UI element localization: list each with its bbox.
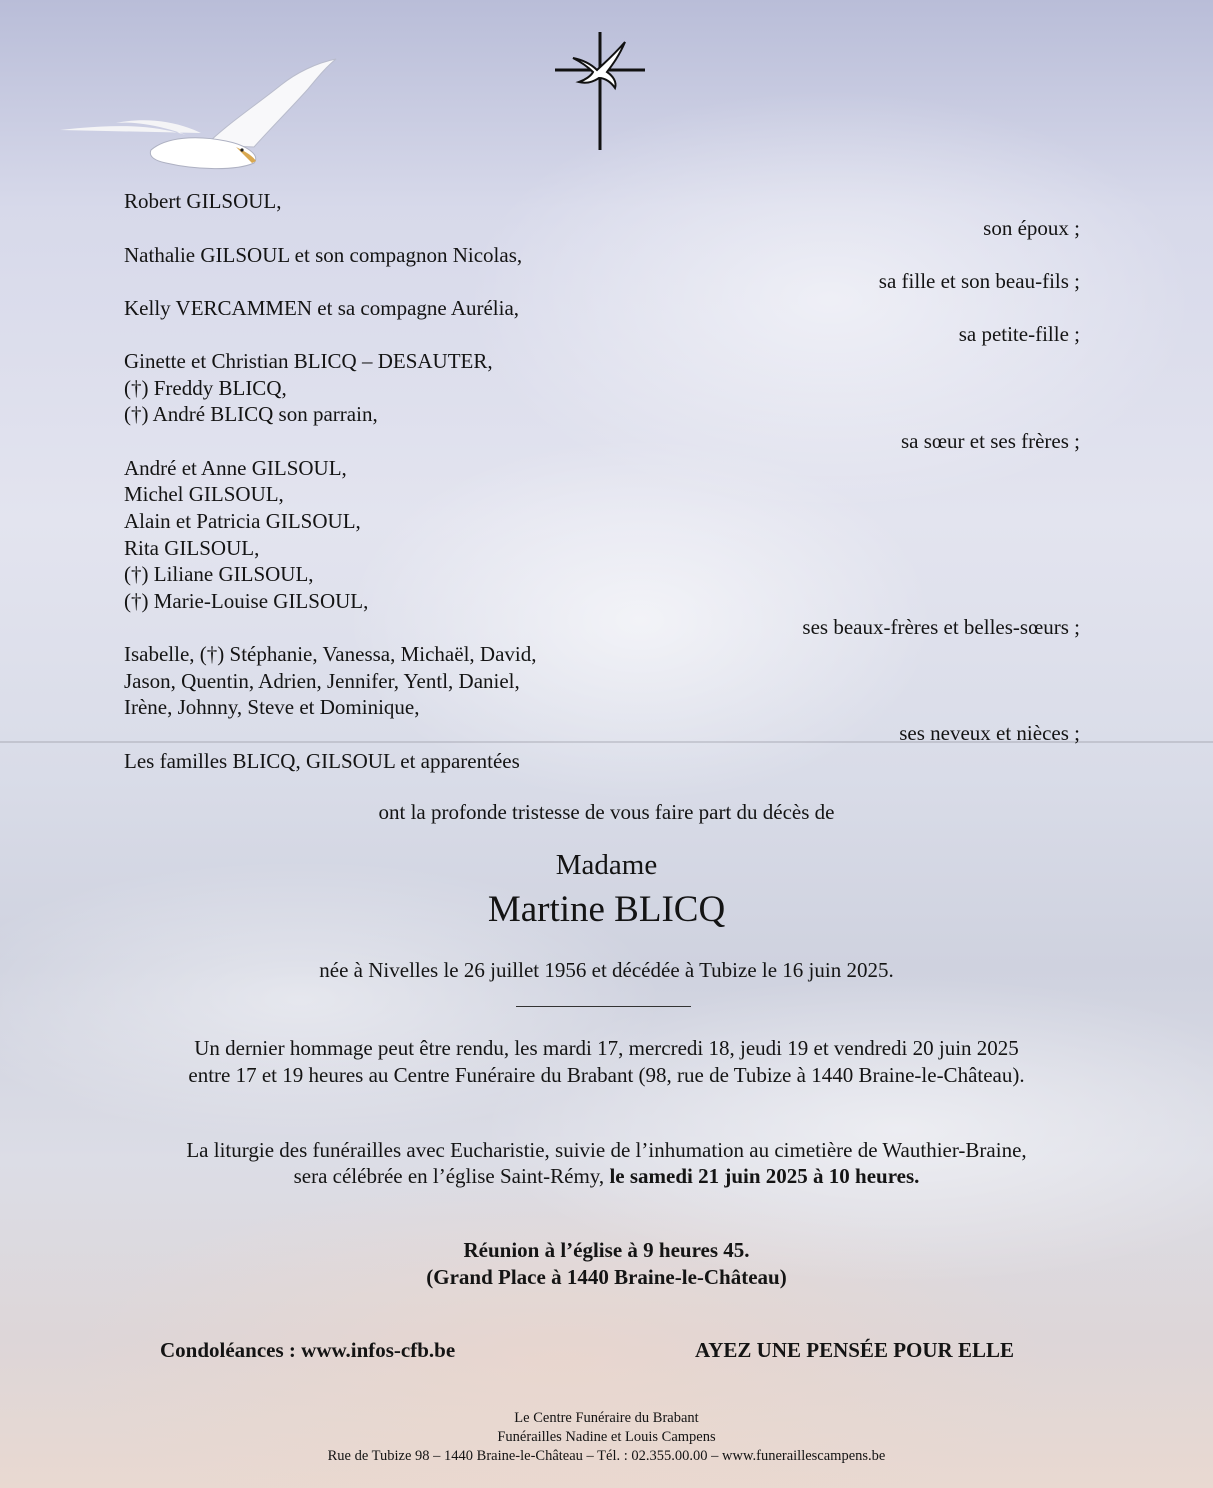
family-name-line: Rita GILSOUL, xyxy=(124,536,260,560)
family-name-line: (†) André BLICQ son parrain, xyxy=(124,402,378,426)
relation-label: sa petite-fille ; xyxy=(958,322,1080,346)
seagull-icon xyxy=(56,55,346,173)
relation-label: ses neveux et nièces ; xyxy=(899,721,1080,745)
family-name-line: Alain et Patricia GILSOUL, xyxy=(124,509,361,533)
family-name-line: (†) Freddy BLICQ, xyxy=(124,376,287,400)
family-name-line: Robert GILSOUL, xyxy=(124,189,282,213)
pensee-text: AYEZ UNE PENSÉE POUR ELLE xyxy=(695,1338,1014,1362)
footer-company: Le Centre Funéraire du Brabant xyxy=(514,1410,699,1426)
footer-names: Funérailles Nadine et Louis Campens xyxy=(497,1429,716,1445)
families-line: Les familles BLICQ, GILSOUL et apparentées xyxy=(124,749,520,773)
reunion-address: (Grand Place à 1440 Braine-le-Château) xyxy=(426,1265,787,1289)
divider xyxy=(516,1006,691,1007)
family-name-line: Ginette et Christian BLICQ – DESAUTER, xyxy=(124,349,493,373)
deceased-name: Martine BLICQ xyxy=(487,889,726,930)
family-name-line: André et Anne GILSOUL, xyxy=(124,456,347,480)
family-name-line: Isabelle, (†) Stéphanie, Vanessa, Michaël, David, xyxy=(124,642,537,666)
family-name-line: Irène, Johnny, Steve et Dominique, xyxy=(124,695,420,719)
family-name-line: Jason, Quentin, Adrien, Jennifer, Yentl, Daniel, xyxy=(124,669,520,693)
family-name-line: (†) Liliane GILSOUL, xyxy=(124,562,314,586)
liturgie-line xyxy=(0,1163,1213,1190)
cross-with-dove-icon xyxy=(553,30,653,152)
birth-death-dates: née à Nivelles le 26 juillet 1956 et décédée à Tubize le 16 juin 2025. xyxy=(319,958,894,982)
hommage-line: entre 17 et 19 heures au Centre Funéraire du Brabant (98, rue de Tubize à 1440 Braine-le-Château). xyxy=(188,1063,1025,1087)
family-name-line: Nathalie GILSOUL et son compagnon Nicolas, xyxy=(124,243,523,267)
announcement-intro: ont la profonde tristesse de vous faire part du décès de xyxy=(378,800,835,824)
liturgie-text: sera célébrée en l’église Saint-Rémy, xyxy=(293,1164,605,1188)
relation-label: sa sœur et ses frères ; xyxy=(900,429,1080,453)
ceremony-datetime: le samedi 21 juin 2025 à 10 heures. xyxy=(609,1164,920,1188)
relation-label: ses beaux-frères et belles-sœurs ; xyxy=(802,615,1080,639)
family-name-line: (†) Marie-Louise GILSOUL, xyxy=(124,589,369,613)
family-name-line: Kelly VERCAMMEN et sa compagne Aurélia, xyxy=(124,296,520,320)
deceased-honorific: Madame xyxy=(555,849,658,881)
condoleances-link[interactable]: Condoléances : www.infos-cfb.be xyxy=(160,1338,456,1362)
hommage-line: Un dernier hommage peut être rendu, les mardi 17, mercredi 18, jeudi 19 et vendredi 20 juin 2025 xyxy=(194,1036,1019,1060)
reunion-line: Réunion à l’église à 9 heures 45. xyxy=(463,1238,750,1262)
relation-label: son époux ; xyxy=(983,216,1080,240)
family-name-line: Michel GILSOUL, xyxy=(124,482,284,506)
liturgie-line: La liturgie des funérailles avec Eucharistie, suivie de l’inhumation au cimetière de Wauthier-Braine, xyxy=(186,1138,1027,1162)
relation-label: sa fille et son beau-fils ; xyxy=(878,269,1080,293)
footer-contact: Rue de Tubize 98 – 1440 Braine-le-Château – Tél. : 02.355.00.00 – www.funeraillescampens.be xyxy=(327,1448,886,1464)
